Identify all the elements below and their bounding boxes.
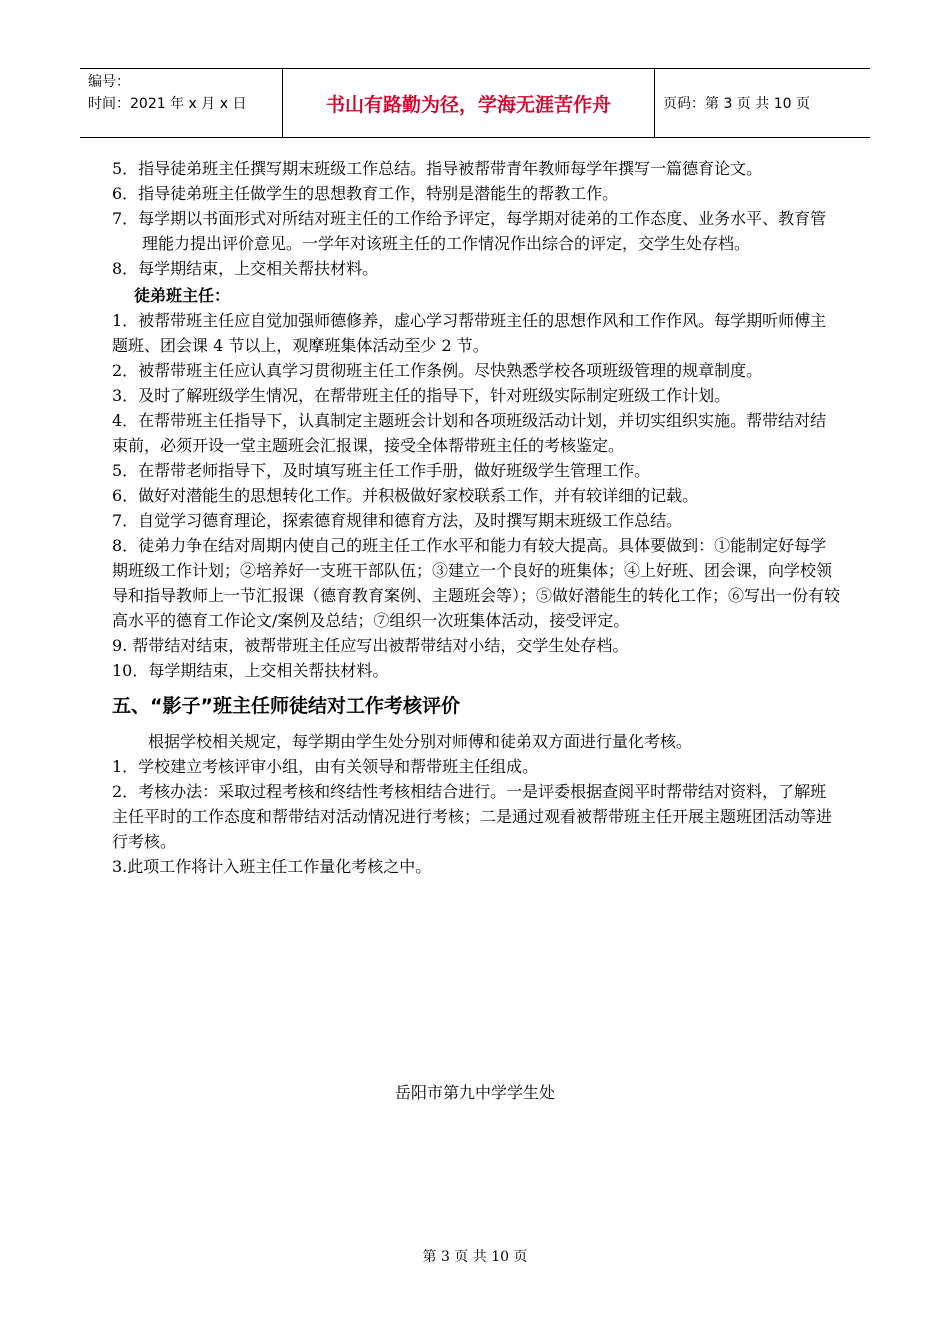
assessment-list (112, 754, 840, 879)
list-item: 2．被帮带班主任应认真学习贯彻班主任工作条例。尽快熟悉学校各项班级管理的规章制度。 (112, 361, 763, 380)
apprentice-heading: 徒弟班主任： (134, 286, 231, 305)
list-item: 6．指导徒弟班主任做学生的思想教育工作，特别是潜能生的帮教工作。 (112, 184, 619, 203)
list-item: 5．指导徒弟班主任撰写期末班级工作总结。指导被帮带青年教师每学年撰写一篇德育论文。 (112, 159, 763, 178)
list-item: 7．每学期以书面形式对所结对班主任的工作给予评定，每学期对徒弟的工作态度、业务水平、教育管理能力提出评价意见。一学年对该班主任的工作情况作出综合的评定，交学生处存档。 (112, 209, 827, 253)
list-item: 1．被帮带班主任应自觉加强师德修养，虚心学习帮带班主任的思想作风和工作作风。每学期听师傅主题班、团会课 4 节以上，观摩班集体活动至少 2 节。 (112, 311, 827, 355)
section-five-intro: 根据学校相关规定，每学期由学生处分别对师傅和徒弟双方面进行量化考核。 (148, 732, 693, 751)
header-motto: 书山有路勤为径，学海无涯苦作舟 (283, 69, 655, 137)
list-item: 8．每学期结束，上交相关帮扶材料。 (112, 259, 379, 278)
list-item: 9. 帮带结对结束，被帮带班主任应写出被帮带结对小结，交学生处存档。 (112, 636, 629, 655)
section-five-heading: 五、“影子”班主任师徒结对工作考核评价 (112, 695, 460, 717)
list-item: 3．及时了解班级学生情况，在帮带班主任的指导下，针对班级实际制定班级工作计划。 (112, 386, 731, 405)
master-duties-list (112, 156, 840, 281)
list-item: 8．徒弟力争在结对周期内使自己的班主任工作水平和能力有较大提高。具体要做到：①能制定好每学期班级工作计划；②培养好一支班干部队伍；③建立一个良好的班集体；④上好班、团会课，向学校领导和指导教师上一节汇报课（德育教育案例、主题班会等）；⑤做好潜能生的转化工作；⑥写出一份有较高水平的德育工作论文/案例及总结；⑦组织一次班集体活动，接受评定。 (112, 536, 841, 630)
list-item: 3.此项工作将计入班主任工作量化考核之中。 (112, 857, 432, 876)
page-footer: 第 3 页 共 10 页 (422, 1249, 528, 1265)
document-date-label: 时间：2021 年 x 月 x 日 (88, 96, 247, 112)
signature-organization: 岳阳市第九中学学生处 (394, 1083, 555, 1102)
list-item: 2．考核办法：采取过程考核和终结性考核相结合进行。一是评委根据查阅平时帮带结对资料，了解班主任平时的工作态度和帮带结对活动情况进行考核；二是通过观看被帮带班主任开展主题班团活动等进行考核。 (112, 782, 833, 851)
page-header (80, 68, 870, 138)
list-item: 1．学校建立考核评审小组，由有关领导和帮带班主任组成。 (112, 757, 539, 776)
document-body (112, 156, 840, 879)
header-page-number: 页码：第 3 页 共 10 页 (663, 96, 810, 112)
list-item: 6．做好对潜能生的思想转化工作。并积极做好家校联系工作，并有较详细的记载。 (112, 486, 699, 505)
apprentice-duties-list (112, 308, 840, 683)
header-left-cell (80, 69, 283, 137)
list-item: 7．自觉学习德育理论，探索德育规律和德育方法，及时撰写期末班级工作总结。 (112, 511, 683, 530)
list-item: 10．每学期结束，上交相关帮扶材料。 (112, 661, 389, 680)
document-number-label: 编号： (88, 74, 130, 90)
list-item: 4．在帮带班主任指导下，认真制定主题班会计划和各项班级活动计划，并切实组织实施。帮带结对结束前，必须开设一堂主题班会汇报课，接受全体帮带班主任的考核鉴定。 (112, 411, 827, 455)
list-item: 5．在帮带老师指导下，及时填写班主任工作手册，做好班级学生管理工作。 (112, 461, 651, 480)
